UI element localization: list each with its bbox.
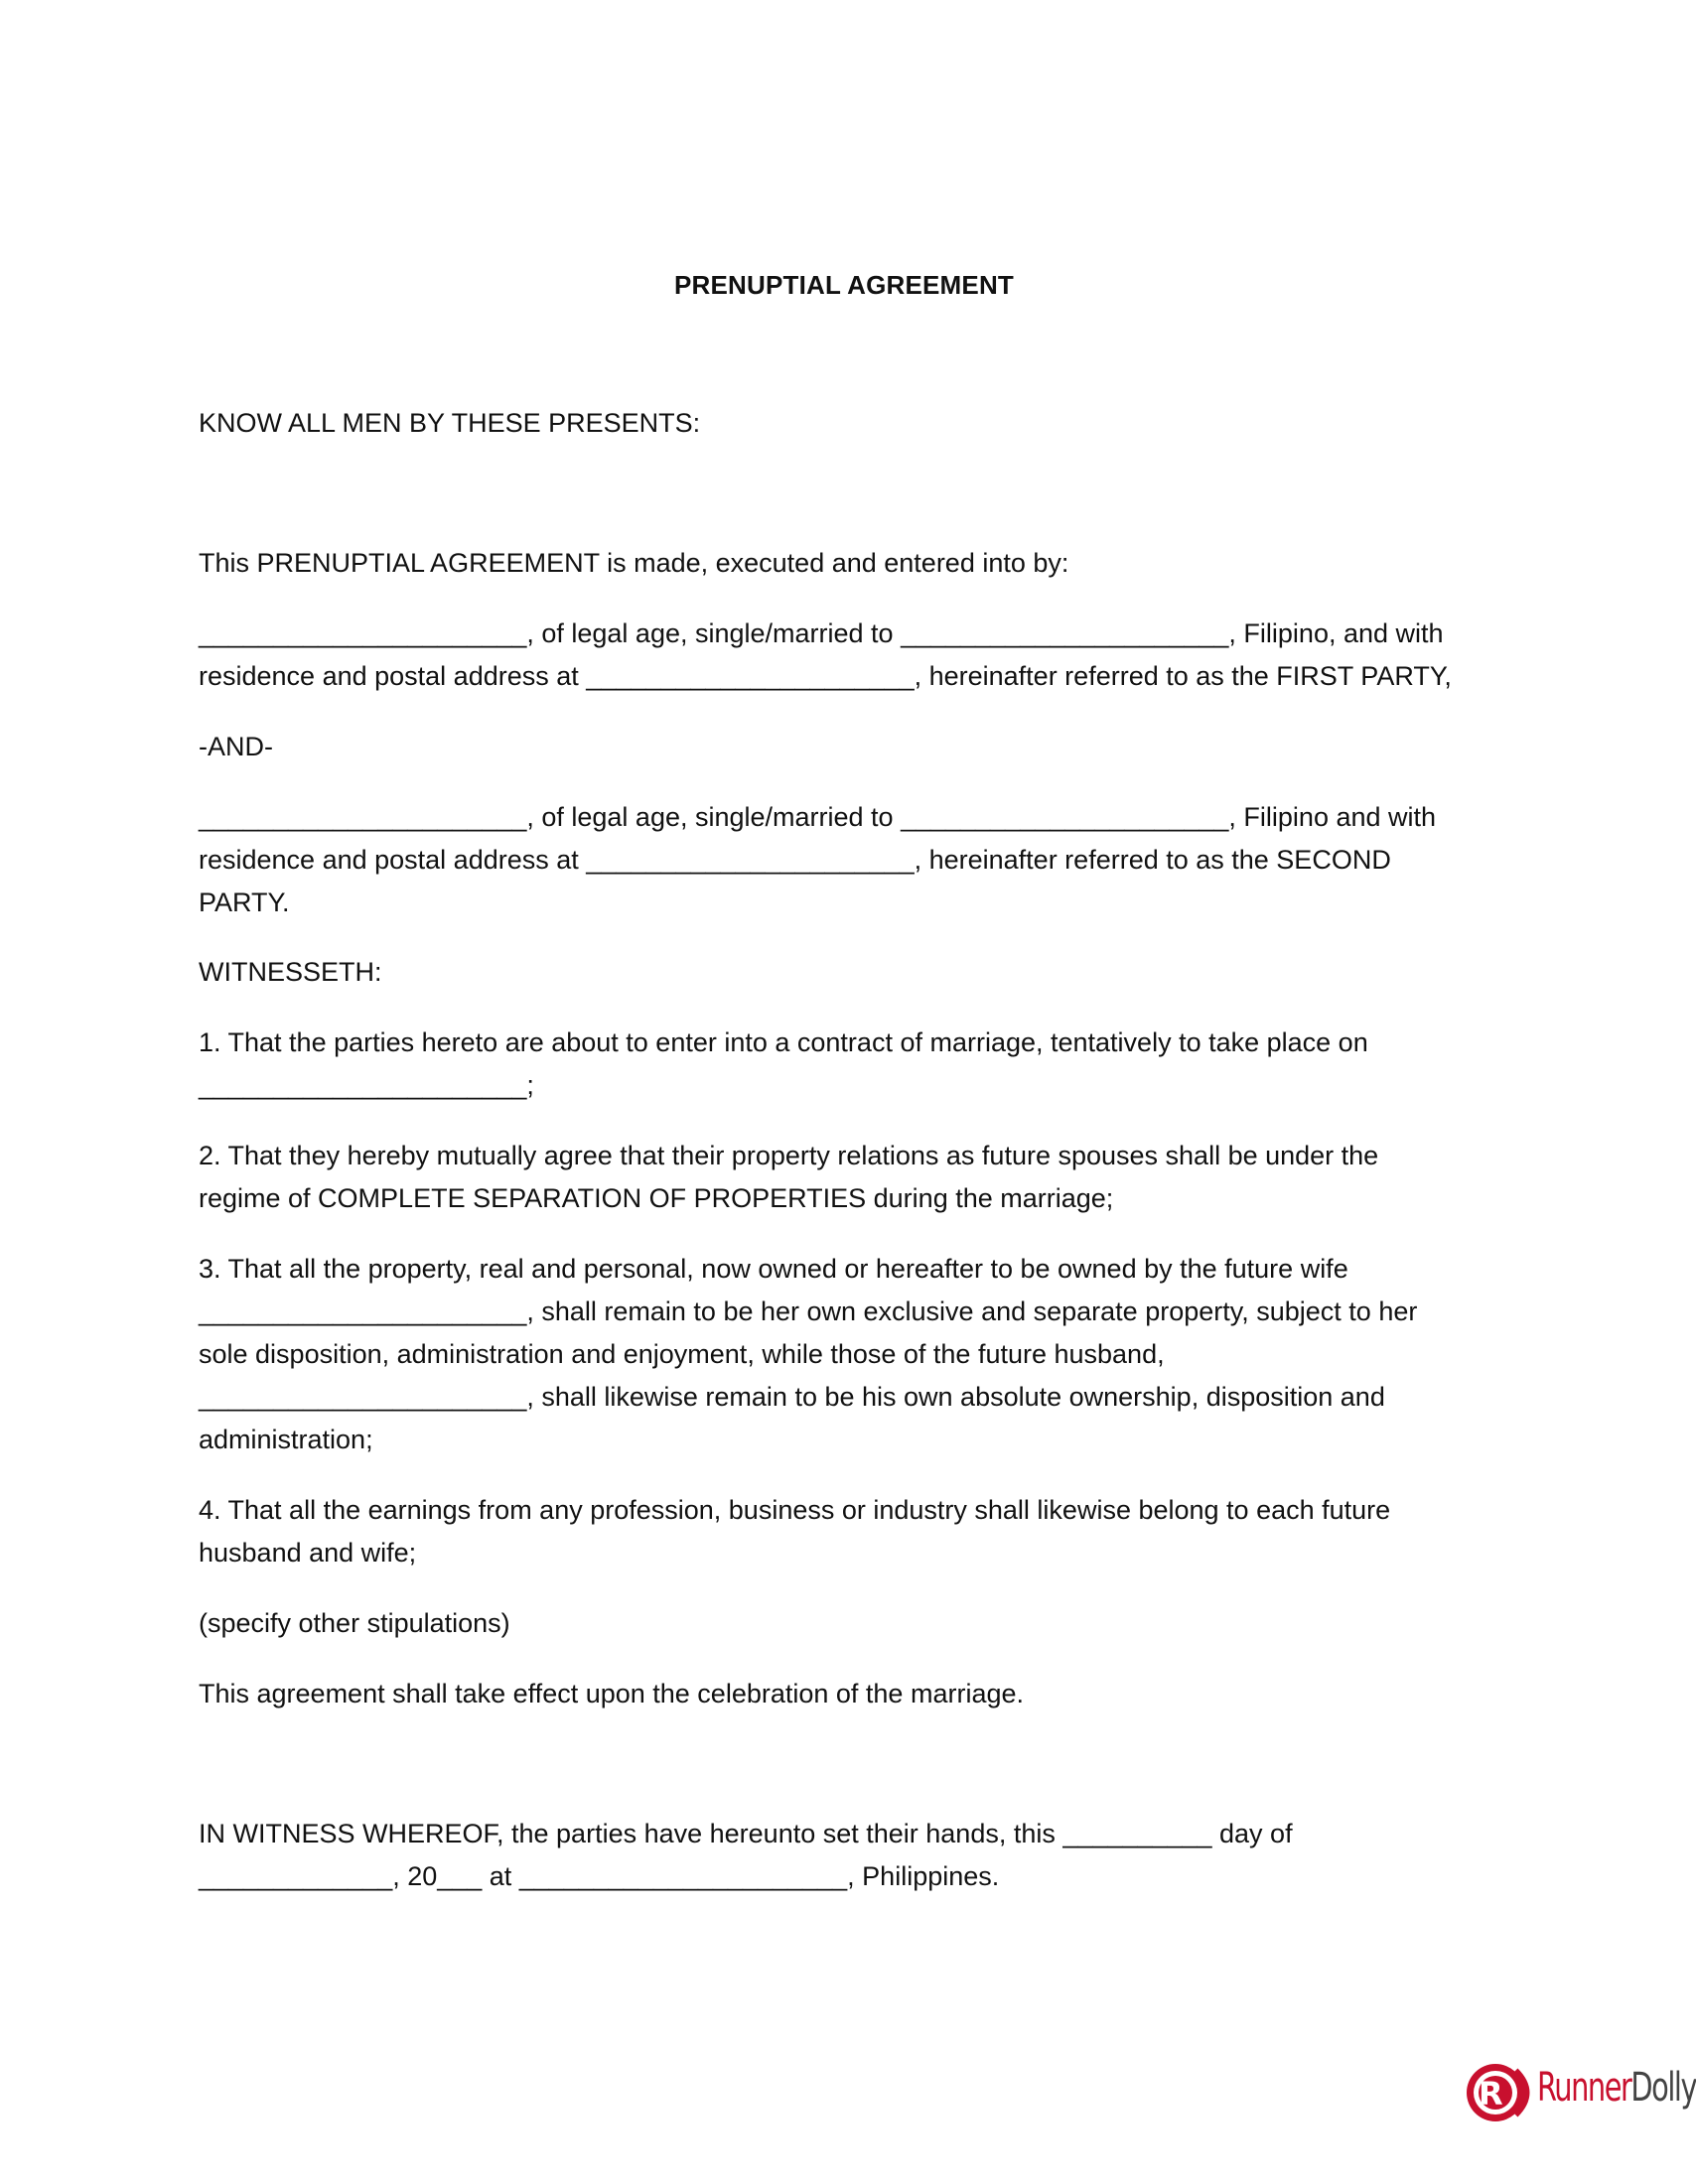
- effectivity-clause: This agreement shall take effect upon the celebration of the marriage.: [199, 1679, 1024, 1708]
- clause-3-line-1: 3. That all the property, real and personal, now owned or hereafter to be owned by the future wife: [199, 1254, 1348, 1284]
- svg-text:R: R: [1479, 2075, 1503, 2113]
- preamble: KNOW ALL MEN BY THESE PRESENTS:: [199, 408, 701, 438]
- first-party-line-2: residence and postal address at ______________________, hereinafter referred to as the FIRST PARTY,: [199, 661, 1452, 691]
- second-party-line-2: residence and postal address at ______________________, hereinafter referred to as the SECOND: [199, 845, 1391, 875]
- document-title: PRENUPTIAL AGREEMENT: [673, 270, 1015, 300]
- second-party-line-3: PARTY.: [199, 887, 290, 917]
- runnerdolly-logo-mark-icon: [1464, 2061, 1539, 2124]
- clause-3-line-2: ______________________, shall remain to be her own exclusive and separate property, subject to her: [199, 1297, 1418, 1326]
- clause-1-line-1: 1. That the parties hereto are about to enter into a contract of marriage, tentatively to take place on: [199, 1027, 1368, 1057]
- first-party-line-1: ______________________, of legal age, single/married to ______________________, Filipino, and with: [199, 618, 1444, 648]
- clause-3-line-4: ______________________, shall likewise remain to be his own absolute ownership, disposition and: [199, 1382, 1385, 1412]
- and-separator: -AND-: [199, 732, 273, 761]
- clause-2-line-2: regime of COMPLETE SEPARATION OF PROPERTIES during the marriage;: [199, 1183, 1114, 1213]
- clause-4-line-1: 4. That all the earnings from any profession, business or industry shall likewise belong to each future: [199, 1495, 1391, 1525]
- witnesseth-heading: WITNESSETH:: [199, 957, 382, 987]
- in-witness-line-1: IN WITNESS WHEREOF, the parties have hereunto set their hands, this __________ day of: [199, 1819, 1293, 1848]
- logo-word-runner: Runner: [1537, 2065, 1631, 2111]
- clause-3-line-5: administration;: [199, 1425, 373, 1454]
- document-page: [199, 0, 1489, 2184]
- clause-1-line-2: ______________________;: [199, 1070, 534, 1100]
- runnerdolly-wordmark: [1537, 2065, 1696, 2111]
- intro-paragraph: This PRENUPTIAL AGREEMENT is made, executed and entered into by:: [199, 548, 1069, 578]
- logo-word-dolly: Dolly: [1630, 2065, 1696, 2111]
- second-party-line-1: ______________________, of legal age, single/married to ______________________, Filipino and with: [199, 802, 1437, 832]
- other-stipulations: (specify other stipulations): [199, 1608, 510, 1638]
- clause-2-line-1: 2. That they hereby mutually agree that their property relations as future spouses shall be under the: [199, 1141, 1379, 1170]
- clause-3-line-3: sole disposition, administration and enjoyment, while those of the future husband,: [199, 1339, 1165, 1369]
- runnerdolly-logo: [1464, 2047, 1696, 2156]
- in-witness-line-2: _____________, 20___ at ______________________, Philippines.: [199, 1861, 1000, 1891]
- clause-4-line-2: husband and wife;: [199, 1538, 417, 1568]
